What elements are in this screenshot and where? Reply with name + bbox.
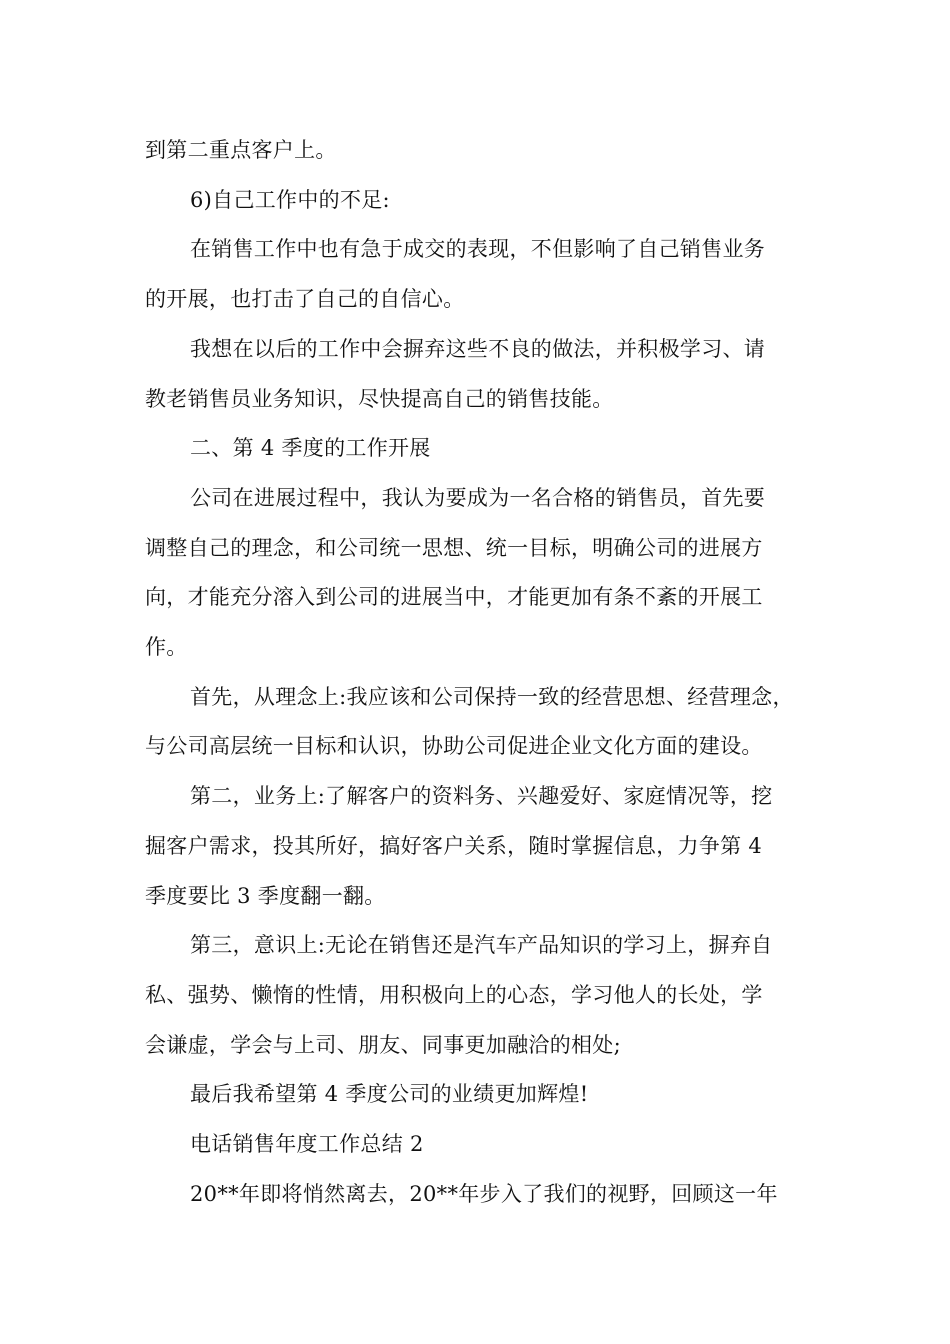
text-line: 到第二重点客户上。 xyxy=(145,138,337,162)
text-line: 最后我希望第 4 季度公司的业绩更加辉煌! xyxy=(190,1082,589,1107)
text-line: 第二，业务上:了解客户的资料务、兴趣爱好、家庭情况等，挖 xyxy=(190,784,773,809)
text-line: 在销售工作中也有急于成交的表现，不但影响了自己销售业务 xyxy=(190,237,766,262)
document-title: 电话销售年度工作总结 2 xyxy=(190,1132,424,1157)
text-line: 教老销售员业务知识，尽快提高自己的销售技能。 xyxy=(145,386,614,411)
text-line: 首先，从理念上:我应该和公司保持一致的经营思想、经营理念， xyxy=(190,684,794,709)
text-line: 掘客户需求，投其所好，搞好客户关系，随时掌握信息，力争第 4 xyxy=(145,833,763,858)
text-line: 我想在以后的工作中会摒弃这些不良的做法，并积极学习、请 xyxy=(190,336,766,361)
section-heading: 二、第 4 季度的工作开展 xyxy=(190,436,431,461)
text-line: 季度要比 3 季度翻一翻。 xyxy=(145,883,386,908)
text-line: 向，才能充分溶入到公司的进展当中，才能更加有条不紊的开展工 xyxy=(145,585,763,610)
text-line: 第三，意识上:无论在销售还是汽车产品知识的学习上，摒弃自 xyxy=(190,933,773,958)
text-line: 6)自己工作中的不足: xyxy=(190,187,390,212)
text-line: 公司在进展过程中，我认为要成为一名合格的销售员，首先要 xyxy=(190,485,766,510)
text-line: 私、强势、懒惰的性情，用积极向上的心态，学习他人的长处，学 xyxy=(145,982,763,1007)
text-line: 作。 xyxy=(145,635,188,660)
document-body xyxy=(145,126,815,1219)
text-line: 与公司高层统一目标和认识，协助公司促进企业文化方面的建设。 xyxy=(145,734,763,759)
text-line: 的开展，也打击了自己的自信心。 xyxy=(145,287,465,312)
text-line: 20**年即将悄然离去，20**年步入了我们的视野，回顾这一年 xyxy=(190,1181,778,1206)
text-line: 调整自己的理念，和公司统一思想、统一目标，明确公司的进展方 xyxy=(145,535,763,560)
text-line: 会谦虚，学会与上司、朋友、同事更加融洽的相处; xyxy=(145,1032,621,1057)
